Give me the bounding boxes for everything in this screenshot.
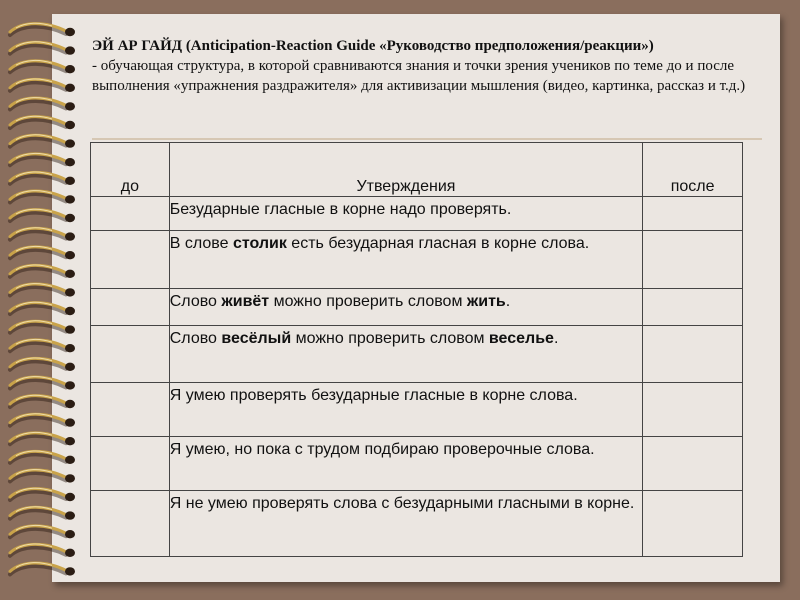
binding-ring-icon	[10, 451, 75, 464]
statement-cell: В слове столик есть безударная гласная в корне слова.	[169, 231, 642, 289]
statement-cell: Слово живёт можно проверить словом жить.	[169, 289, 642, 326]
statement-cell: Я умею, но пока с трудом подбираю проверочные слова.	[169, 437, 642, 491]
divider-rule	[92, 138, 762, 140]
binding-ring-icon	[10, 23, 75, 36]
header-block	[92, 36, 772, 96]
after-cell[interactable]	[643, 491, 743, 557]
table-row	[91, 197, 743, 231]
statement-cell: Безударные гласные в корне надо проверять.	[169, 197, 642, 231]
before-cell[interactable]	[91, 231, 170, 289]
binding-ring-icon	[10, 42, 75, 55]
binding-ring-icon	[10, 191, 75, 204]
binding-ring-icon	[10, 284, 75, 297]
before-cell[interactable]	[91, 197, 170, 231]
binding-ring-icon	[10, 209, 75, 222]
anticipation-reaction-table	[90, 142, 743, 557]
binding-ring-icon	[10, 321, 75, 334]
before-cell[interactable]	[91, 383, 170, 437]
table-row	[91, 231, 743, 289]
after-cell[interactable]	[643, 326, 743, 383]
binding-ring-icon	[10, 544, 75, 557]
after-cell[interactable]	[643, 383, 743, 437]
binding-ring-icon	[10, 395, 75, 408]
page-title: ЭЙ АР ГАЙД (Anticipation-Reaction Guide «Руководство предположения/реакции»)	[92, 38, 654, 54]
table-row	[91, 326, 743, 383]
after-cell[interactable]	[643, 437, 743, 491]
statement-cell: Я умею проверять безударные гласные в корне слова.	[169, 383, 642, 437]
binding-ring-icon	[10, 228, 75, 241]
statement-cell: Я не умею проверять слова с безударными гласными в корне.	[169, 491, 642, 557]
binding-ring-icon	[10, 98, 75, 111]
binding-ring-icon	[10, 339, 75, 352]
binding-ring-icon	[10, 246, 75, 259]
binding-ring-icon	[10, 507, 75, 520]
binding-ring-icon	[10, 470, 75, 483]
binding-ring-icon	[10, 358, 75, 371]
binding-ring-icon	[10, 488, 75, 501]
binding-ring-icon	[10, 432, 75, 445]
binding-ring-icon	[10, 135, 75, 148]
table-row	[91, 383, 743, 437]
binding-ring-icon	[10, 60, 75, 73]
binding-ring-icon	[10, 265, 75, 278]
after-cell[interactable]	[643, 231, 743, 289]
after-cell[interactable]	[643, 289, 743, 326]
before-cell[interactable]	[91, 491, 170, 557]
binding-ring-icon	[10, 563, 75, 576]
page-description: - обучающая структура, в которой сравниваются знания и точки зрения учеников по теме до и после выполнения «упражнения раздражителя» для активизации мышления (видео, картинка, рассказ и т.д.)	[92, 58, 746, 94]
after-cell[interactable]	[643, 197, 743, 231]
binding-ring-icon	[10, 116, 75, 129]
spiral-binding-icon	[0, 18, 90, 588]
before-cell[interactable]	[91, 289, 170, 326]
table-row	[91, 491, 743, 557]
binding-ring-icon	[10, 302, 75, 315]
statement-cell: Слово весёлый можно проверить словом веселье.	[169, 326, 642, 383]
before-cell[interactable]	[91, 437, 170, 491]
column-header-before: до	[91, 143, 170, 197]
binding-ring-icon	[10, 79, 75, 92]
binding-ring-icon	[10, 414, 75, 427]
binding-ring-icon	[10, 172, 75, 185]
table-header-row	[91, 143, 743, 197]
before-cell[interactable]	[91, 326, 170, 383]
column-header-after: после	[643, 143, 743, 197]
table-row	[91, 437, 743, 491]
column-header-statements: Утверждения	[169, 143, 642, 197]
binding-ring-icon	[10, 377, 75, 390]
binding-ring-icon	[10, 525, 75, 538]
binding-ring-icon	[10, 153, 75, 166]
table-row	[91, 289, 743, 326]
